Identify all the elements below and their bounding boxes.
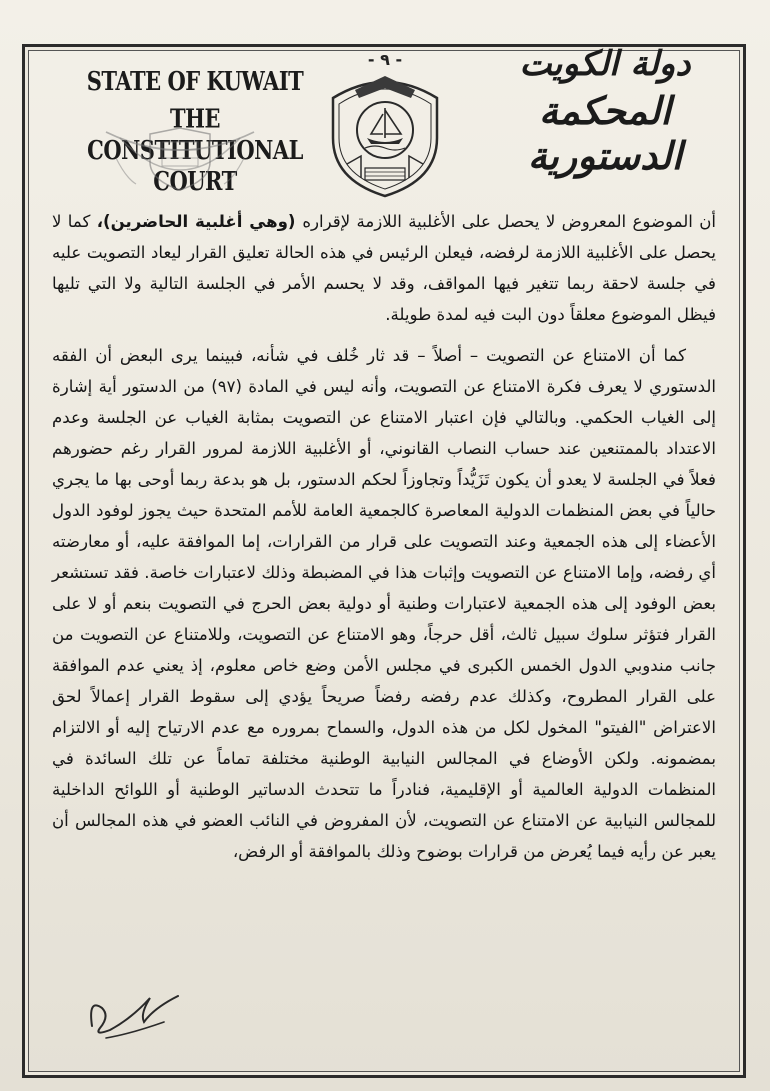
document-body xyxy=(52,206,716,867)
kuwait-emblem-icon xyxy=(325,68,445,198)
constitutional-court-seal-icon xyxy=(96,128,264,206)
paragraph-1-start: أن الموضوع المعروض لا يحصل على الأغلبية اللازمة لإقراره xyxy=(302,212,717,231)
paragraph-1-rest: كما لا يحصل على الأغلبية اللازمة لرفضه، فيعلن الرئيس في هذه الحالة تعليق القرار ليعاد التصويت عليه في جلسة لاحقة ربما تتغير فيها المواقف، وقد لا يحسم الأمر في الجلسة التالية ولا التي تليها فيظل الموضوع معلقاً دون البت فيه لمدة طويلة. xyxy=(52,212,716,324)
page-number: - ٩ - xyxy=(367,50,403,69)
arabic-state-name: دولة الكويت xyxy=(519,44,691,84)
handwritten-signature-icon xyxy=(80,978,190,1048)
paragraph-1 xyxy=(52,206,716,330)
letterhead xyxy=(0,0,770,210)
paragraph-1-emphasis: (وهي أغلبية الحاضرين)، xyxy=(96,212,303,231)
arabic-court-name: المحكمة الدستورية xyxy=(527,88,683,178)
english-state-name: STATE OF KUWAIT xyxy=(86,64,304,97)
english-court-name: THE CONSTITUTIONAL COURT xyxy=(87,102,303,197)
paragraph-2: كما أن الامتناع عن التصويت – أصلاً – قد ثار خُلف في شأنه، فبينما يرى البعض أن الفقه الدستوري لا يعرف فكرة الامتناع عن التصويت، وأنه ليس في المادة (٩٧) من الدستور أية إشارة إلى الغياب الحكمي. وبالتالي فإن اعتبار الامتناع عن التصويت بمثابة الغياب عن الجلسة وعدم الاعتداد بالممتنعين عند حساب النصاب القانوني، أو الأغلبية اللازمة لمرور القرار رغم حضورهم فعلاً في الجلسة لا يعدو أن يكون تَزَيُّداً وتجاوزاً لحكم الدستور، بل هو بدعة ربما أوحى بها ما يجري حالياً في بعض المنظمات الدولية المعاصرة كالجمعية العامة للأمم المتحدة حيث يجوز لوفود الدول الأعضاء إلى هذه الجمعية وعند التصويت على قرار من القرارات، إما الموافقة عليه، أو معارضته أي رفضه، وإما الامتناع عن التصويت وإثبات هذا في المضبطة وذلك لاعتبارات خاصة. فقد تستشعر بعض الوفود إلى هذه الجمعية لاعتبارات وطنية أو دولية بعض الحرج في التصويت بنعم أو لا على القرار فتؤثر سلوك سبيل ثالث، أقل حرجاً، وهو الامتناع عن التصويت، وللامتناع عن التصويت من جانب مندوبي الدول الخمس الكبرى في مجلس الأمن وضع خاص معلوم، إذ يعني عدم الموافقة على القرار المطروح، وكذلك عدم رفضه رفضاً صريحاً يؤدي إلى سقوط القرار إعمالاً لحق الاعتراض "الفيتو" المخول لكل من هذه الدول، والسماح بمروره مع عدم الارتياح إليه أو الالتزام بمضمونه. ولكن الأوضاع في المجالس النيابية الوطنية مختلفة تماماً عن تلك السائدة في المنظمات الدولية العالمية أو الإقليمية، فنادراً ما تتحدث الدساتير الوطنية أو اللوائح الداخلية للمجالس النيابية عن الامتناع عن التصويت، لأن المفروض في النائب العضو في هذه المجالس أن يعبر عن رأيه فيما يُعرض من قرارات بوضوح وذلك بالموافقة أو الرفض، xyxy=(52,346,716,861)
